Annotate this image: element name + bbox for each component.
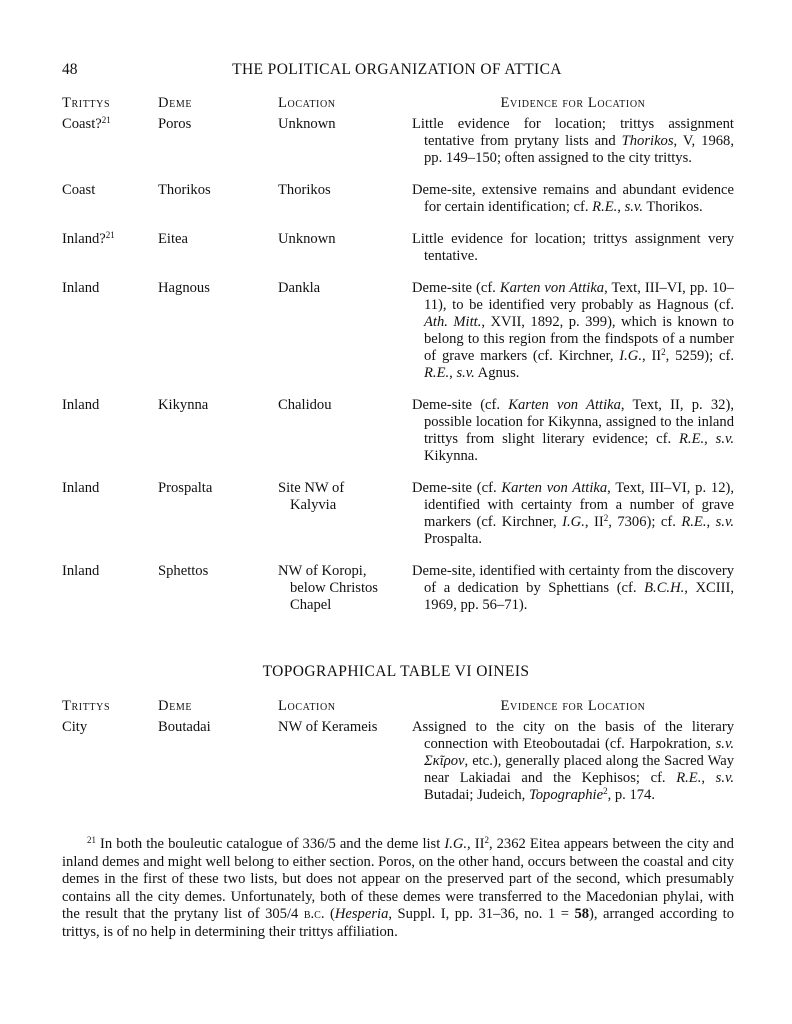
deme-cell: Prospalta [158, 480, 213, 496]
table-row [62, 480, 734, 563]
location-cell: NW of Koropi, below Christos Chapel [278, 563, 378, 613]
topographical-table-oineis [62, 698, 734, 804]
table-row [62, 719, 734, 804]
location-cell: NW of Kerameis [278, 719, 378, 735]
evidence-cell: Assigned to the city on the basis of the literary connection with Eteoboutadai (cf. Harpokration, s.v. Σκῖρον, etc.), generally placed along the Sacred Way near Lakiadai and the Kephisos; cf. R.E., s.v. Butadai; Judeich, Topographie$^2$, p. 174. [412, 719, 735, 803]
location-cell: Thorikos [278, 182, 331, 198]
trittys-cell: City [62, 719, 88, 735]
table-row [62, 231, 734, 280]
deme-cell: Sphettos [158, 563, 209, 579]
table-row [62, 182, 734, 231]
page-header [62, 61, 732, 83]
trittys-cell: Inland [62, 280, 100, 296]
footnote [62, 836, 734, 942]
header-deme: Deme [158, 698, 193, 714]
table-row [62, 116, 734, 182]
header-location: Location [278, 698, 336, 714]
trittys-cell: Inland [62, 563, 100, 579]
deme-cell: Boutadai [158, 719, 211, 735]
location-cell: Site NW of Kalyvia [278, 480, 345, 513]
evidence-cell: Little evidence for location; trittys assignment tentative from prytany lists and Thorikos, V, 1968, pp. 149–150; often assigned to the city trittys. [412, 116, 734, 166]
evidence-cell: Deme-site, identified with certainty from the discovery of a dedication by Sphettians (cf. B.C.H., XCIII, 1969, pp. 56–71). [412, 563, 734, 613]
location-cell: Unknown [278, 231, 336, 247]
deme-cell: Poros [158, 116, 192, 132]
table-row [62, 280, 734, 397]
header-trittys: Trittys [62, 698, 111, 714]
location-cell: Unknown [278, 116, 336, 132]
deme-cell: Kikynna [158, 397, 209, 413]
header-deme: Deme [158, 95, 193, 111]
table-header-row [62, 698, 734, 719]
trittys-cell: Inland [62, 480, 100, 496]
topographical-table-main [62, 95, 734, 614]
evidence-cell: Deme-site (cf. Karten von Attika, Text, II, p. 32), possible location for Kikynna, assigned to the inland trittys from slight literary evidence; cf. R.E., s.v. Kikynna. [412, 397, 735, 464]
table-row [62, 563, 734, 614]
trittys-cell: Coast [62, 182, 96, 198]
location-cell: Dankla [278, 280, 321, 296]
trittys-cell: Inland?$^{21}$ [62, 230, 115, 247]
deme-cell: Thorikos [158, 182, 211, 198]
trittys-cell: Inland [62, 397, 100, 413]
table-header-row [62, 95, 734, 116]
deme-cell: Eitea [158, 231, 188, 247]
evidence-cell: Deme-site, extensive remains and abundant evidence for certain identification; cf. R.E., s.v. Thorikos. [412, 182, 734, 215]
trittys-cell: Coast?$^{21}$ [62, 115, 111, 132]
footnote-text: $^{21}$ In both the bouleutic catalogue of 336/5 and the deme list I.G., $II^2$, 2362 Eitea appears between the city and inland demes and might well belong to either section. Poros, on the other hand, occurs between the coastal and city demes in the first of these two lists, but does not appear on the preserved part of the second, which presumably contains all the city demes. Unfortunately, both of these demes were transferred to the Macedonian phylai, with the result that the prytany list of 305/4 b.c. (Hesperia, Suppl. I, pp. 31–36, no. 1 = 58), arranged according to trittys, is of no help in determining their trittys affiliation. [62, 835, 734, 940]
header-trittys: Trittys [62, 95, 111, 111]
running-title: THE POLITICAL ORGANIZATION OF ATTICA [232, 61, 562, 78]
evidence-cell: Little evidence for location; trittys assignment very tentative. [412, 231, 734, 264]
section-title: TOPOGRAPHICAL TABLE VI OINEIS [262, 663, 530, 680]
evidence-cell: Deme-site (cf. Karten von Attika, Text, III–VI, p. 12), identified with certainty from a number of grave markers (cf. Kirchner, I.G., $II^2$, 7306); cf. R.E., s.v. Prospalta. [412, 480, 735, 547]
header-location: Location [278, 95, 336, 111]
deme-cell: Hagnous [158, 280, 210, 296]
table-row [62, 397, 734, 480]
header-evidence: Evidence for Location [500, 95, 646, 111]
header-evidence: Evidence for Location [500, 698, 646, 714]
page-number: 48 [62, 61, 78, 78]
evidence-cell: Deme-site (cf. Karten von Attika, Text, III–VI, pp. 10–11), to be identified very probably as Hagnous (cf. Ath. Mitt., XVII, 1892, p. 399), which is known to belong to this region from the findspots of a number of grave markers (cf. Kirchner, I.G., $II^2$, 5259); cf. R.E., s.v. Agnus. [412, 280, 734, 381]
location-cell: Chalidou [278, 397, 332, 413]
footnote-mark: 21 [87, 835, 96, 845]
